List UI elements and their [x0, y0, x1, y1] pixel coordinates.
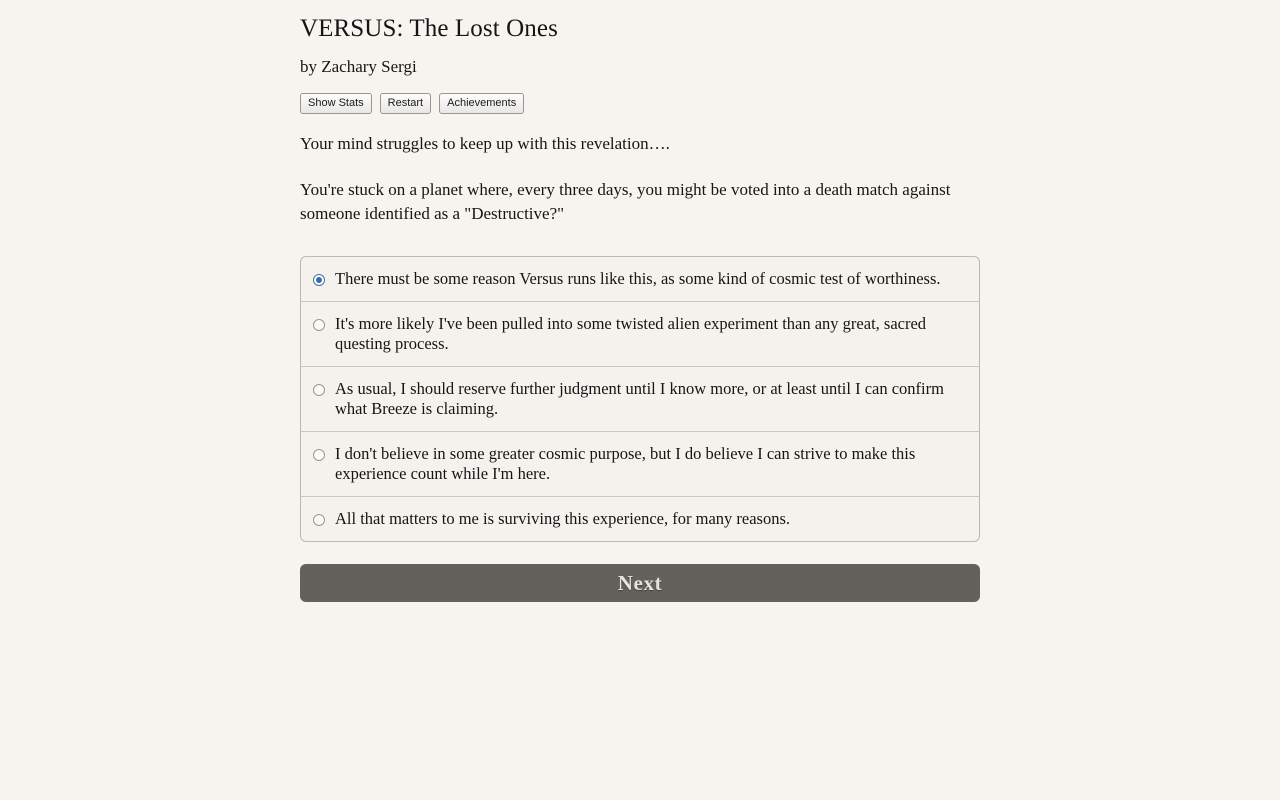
story-text [300, 132, 980, 226]
choice-label: As usual, I should reserve further judgment until I know more, or at least until I can confirm what Breeze is claiming. [335, 379, 944, 418]
radio-icon[interactable] [313, 319, 325, 331]
next-button[interactable]: Next [300, 564, 980, 602]
choice-list [300, 256, 980, 542]
choice-label: All that matters to me is surviving this experience, for many reasons. [335, 509, 791, 528]
achievements-button[interactable]: Achievements [439, 93, 524, 114]
restart-button[interactable]: Restart [380, 93, 431, 114]
toolbar [300, 93, 980, 114]
story-paragraph: Your mind struggles to keep up with this revelation…. [300, 134, 670, 153]
radio-icon[interactable] [313, 274, 325, 286]
choice-label: There must be some reason Versus runs like this, as some kind of cosmic test of worthiness. [335, 269, 941, 288]
choice-label: I don't believe in some greater cosmic purpose, but I do believe I can strive to make this experience count while I'm here. [335, 444, 916, 483]
show-stats-button[interactable]: Show Stats [300, 93, 372, 114]
choice-option[interactable] [301, 257, 979, 302]
choice-option[interactable] [301, 302, 979, 367]
radio-icon[interactable] [313, 514, 325, 526]
radio-icon[interactable] [313, 384, 325, 396]
choice-option[interactable] [301, 367, 979, 432]
choice-label: It's more likely I've been pulled into some twisted alien experiment than any great, sacred questing process. [335, 314, 927, 353]
game-author: by Zachary Sergi [300, 57, 417, 76]
page-title: VERSUS: The Lost Ones [300, 15, 558, 42]
choice-option[interactable] [301, 497, 979, 541]
story-paragraph: You're stuck on a planet where, every three days, you might be voted into a death match against someone identified as a "Destructive?" [300, 180, 951, 223]
choice-option[interactable] [301, 432, 979, 497]
game-page [300, 0, 980, 602]
radio-icon[interactable] [313, 449, 325, 461]
